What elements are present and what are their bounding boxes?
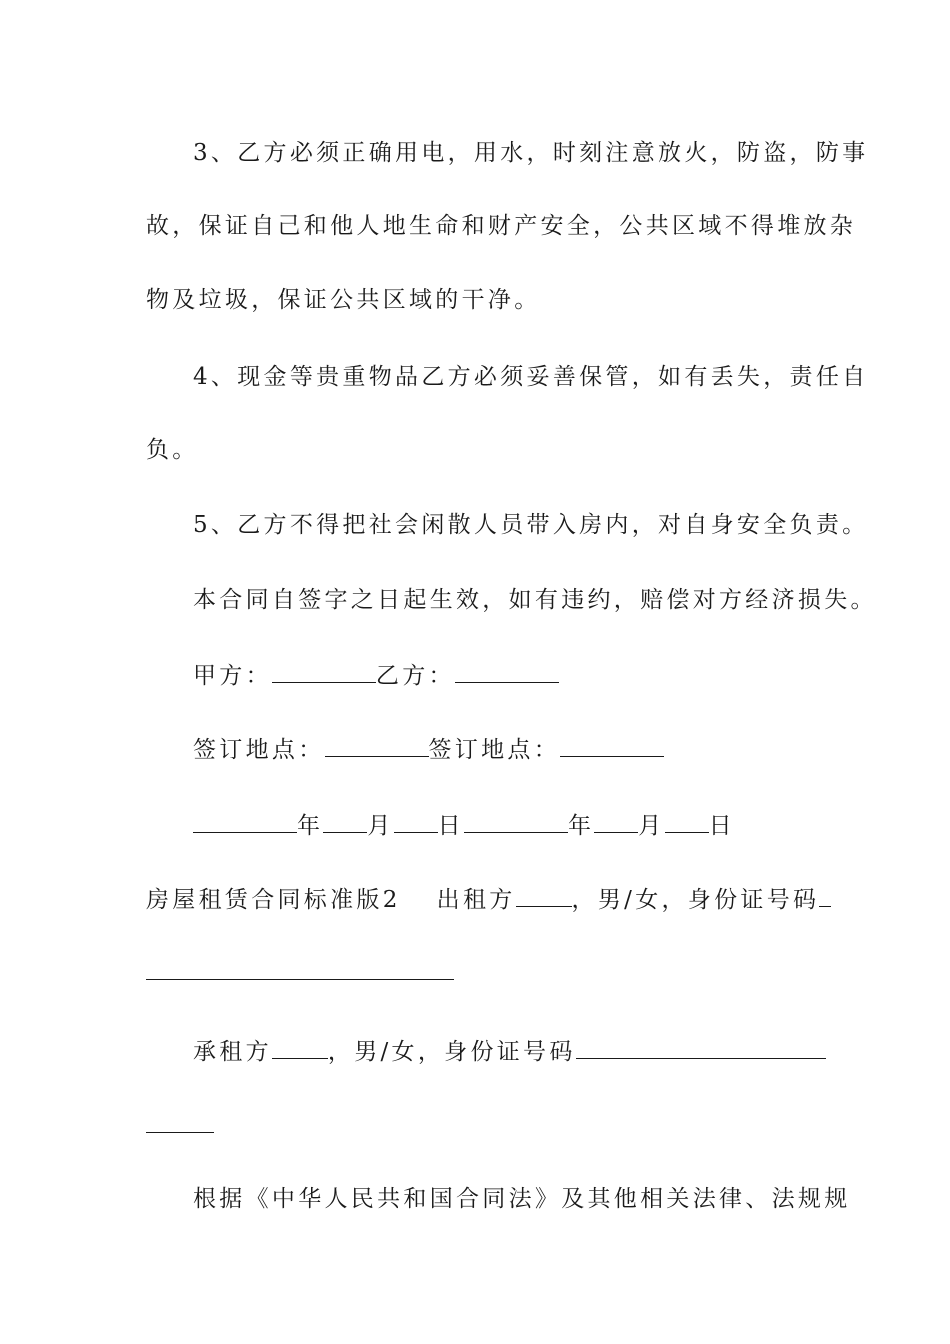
party-b-blank bbox=[455, 660, 559, 683]
clause-5-line: 5、乙方不得把社会闲散人员带入房内，对自身安全负责。 bbox=[193, 512, 869, 538]
clause-4-line-2: 负。 bbox=[146, 437, 199, 463]
lessor-gender-id-text: ，男/女，身份证号码 bbox=[571, 887, 820, 913]
lessee-label: 承租方 bbox=[193, 1039, 272, 1065]
date-b-month-label: 月 bbox=[638, 813, 665, 839]
date-b-month-blank bbox=[594, 810, 638, 833]
effective-clause: 本合同自签字之日起生效，如有违约，赔偿对方经济损失。 bbox=[193, 587, 877, 613]
date-b-day-label: 日 bbox=[708, 813, 735, 839]
contract-2-title: 房屋租赁合同标准版2 bbox=[146, 887, 401, 913]
signing-place-label-b: 签订地点： bbox=[428, 737, 560, 763]
date-b-year-label: 年 bbox=[567, 813, 595, 839]
signing-place-label-a: 签订地点： bbox=[193, 737, 325, 763]
lessee-id-blank bbox=[576, 1036, 826, 1059]
signing-place-blank-a bbox=[325, 734, 429, 757]
clause-3-line-3: 物及垃圾，保证公共区域的干净。 bbox=[146, 287, 541, 313]
clause-4-line-1: 4、现金等贵重物品乙方必须妥善保管，如有丢失，责任自 bbox=[193, 364, 869, 390]
date-b-year-blank bbox=[464, 810, 568, 833]
date-a-year-label: 年 bbox=[297, 813, 324, 839]
date-a-month-label: 月 bbox=[367, 813, 394, 839]
lessee-gender-id-text: ，男/女，身份证号码 bbox=[327, 1039, 576, 1065]
lessee-id-blank-end bbox=[146, 1110, 214, 1133]
lessor-name-blank bbox=[516, 884, 572, 907]
lessor-label: 出租方 bbox=[436, 887, 516, 913]
law-basis-line: 根据《中华人民共和国合同法》及其他相关法律、法规规 bbox=[193, 1186, 851, 1212]
signing-place-blank-b bbox=[560, 734, 664, 757]
lessee-name-blank bbox=[272, 1036, 328, 1059]
lessee-line bbox=[193, 1036, 826, 1067]
clause-3-line-2: 故，保证自己和他人地生命和财产安全，公共区域不得堆放杂 bbox=[146, 213, 857, 239]
party-a-blank bbox=[272, 660, 376, 683]
date-b-day-blank bbox=[665, 810, 709, 833]
party-a-label: 甲方： bbox=[193, 663, 272, 689]
signing-date-line bbox=[193, 810, 735, 841]
party-signature-line bbox=[193, 660, 559, 691]
date-a-month-blank bbox=[323, 810, 367, 833]
clause-3-line-1: 3、乙方必须正确用电，用水，时刻注意放火，防盗，防事 bbox=[193, 140, 869, 166]
lessee-id-blank-line bbox=[146, 1110, 214, 1141]
date-a-day-label: 日 bbox=[437, 813, 464, 839]
lessor-id-blank-line bbox=[146, 957, 454, 988]
lessor-id-blank-start bbox=[819, 884, 831, 907]
party-b-label: 乙方： bbox=[375, 663, 455, 689]
signing-place-line bbox=[193, 734, 664, 765]
date-a-year-blank bbox=[193, 810, 297, 833]
date-a-day-blank bbox=[394, 810, 438, 833]
lessor-id-blank bbox=[146, 957, 454, 980]
contract-2-heading-line bbox=[146, 884, 831, 915]
